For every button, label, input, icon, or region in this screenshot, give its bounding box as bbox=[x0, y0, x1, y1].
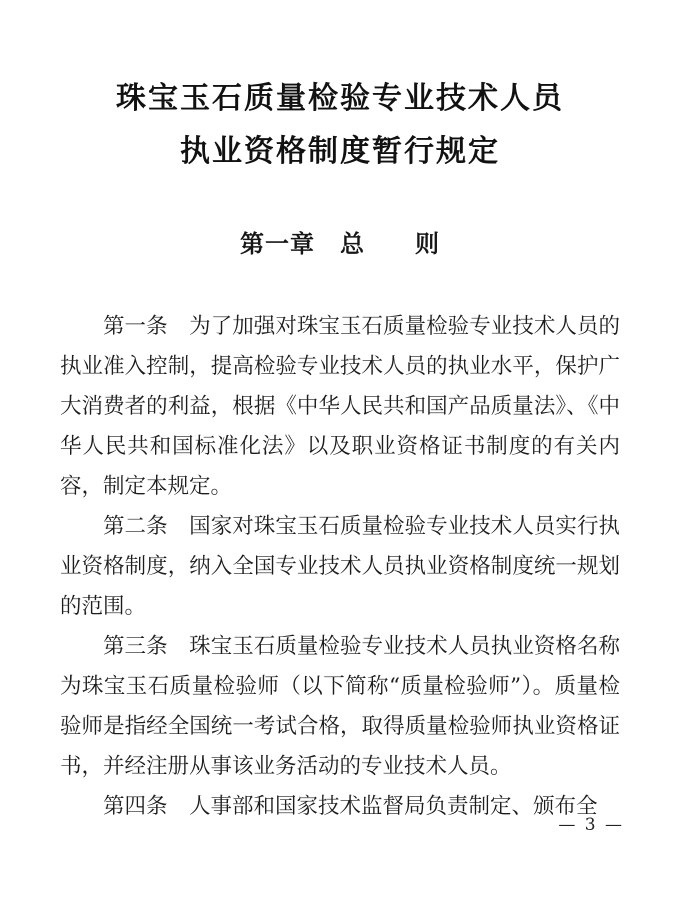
paragraph-article-4: 第四条 人事部和国家技术监督局负责制定、颁布全 bbox=[103, 794, 598, 819]
paragraph-article-1: 第一条 为了加强对珠宝玉石质量检验专业技术人员的执业准入控制，提高检验专业技术人员的执业水平，保护广大消费者的利益，根据《中华人民共和国产品质量法》、《中华人民共和国标准化法》以及职业资格证书制度的有关内容，制定本规定。 bbox=[60, 314, 620, 499]
document-body bbox=[60, 307, 620, 827]
chapter-heading: 第一章 总 则 bbox=[240, 230, 440, 258]
paragraph-article-2: 第二条 国家对珠宝玉石质量检验专业技术人员实行执业资格制度，纳入全国专业技术人员执业资格制度统一规划的范围。 bbox=[60, 514, 620, 619]
document-title-line-2: 执业资格制度暂行规定 bbox=[180, 134, 500, 169]
paragraph-article-3: 第三条 珠宝玉石质量检验专业技术人员执业资格名称为珠宝玉石质量检验师（以下简称“质量检验师”）。质量检验师是指经全国统一考试合格，取得质量检验师执业资格证书，并经注册从事该业务活动的专业技术人员。 bbox=[60, 634, 620, 779]
page-number: — 3 — bbox=[558, 815, 624, 835]
document-title bbox=[0, 0, 680, 178]
document-title-line-1: 珠宝玉石质量检验专业技术人员 bbox=[116, 81, 564, 116]
